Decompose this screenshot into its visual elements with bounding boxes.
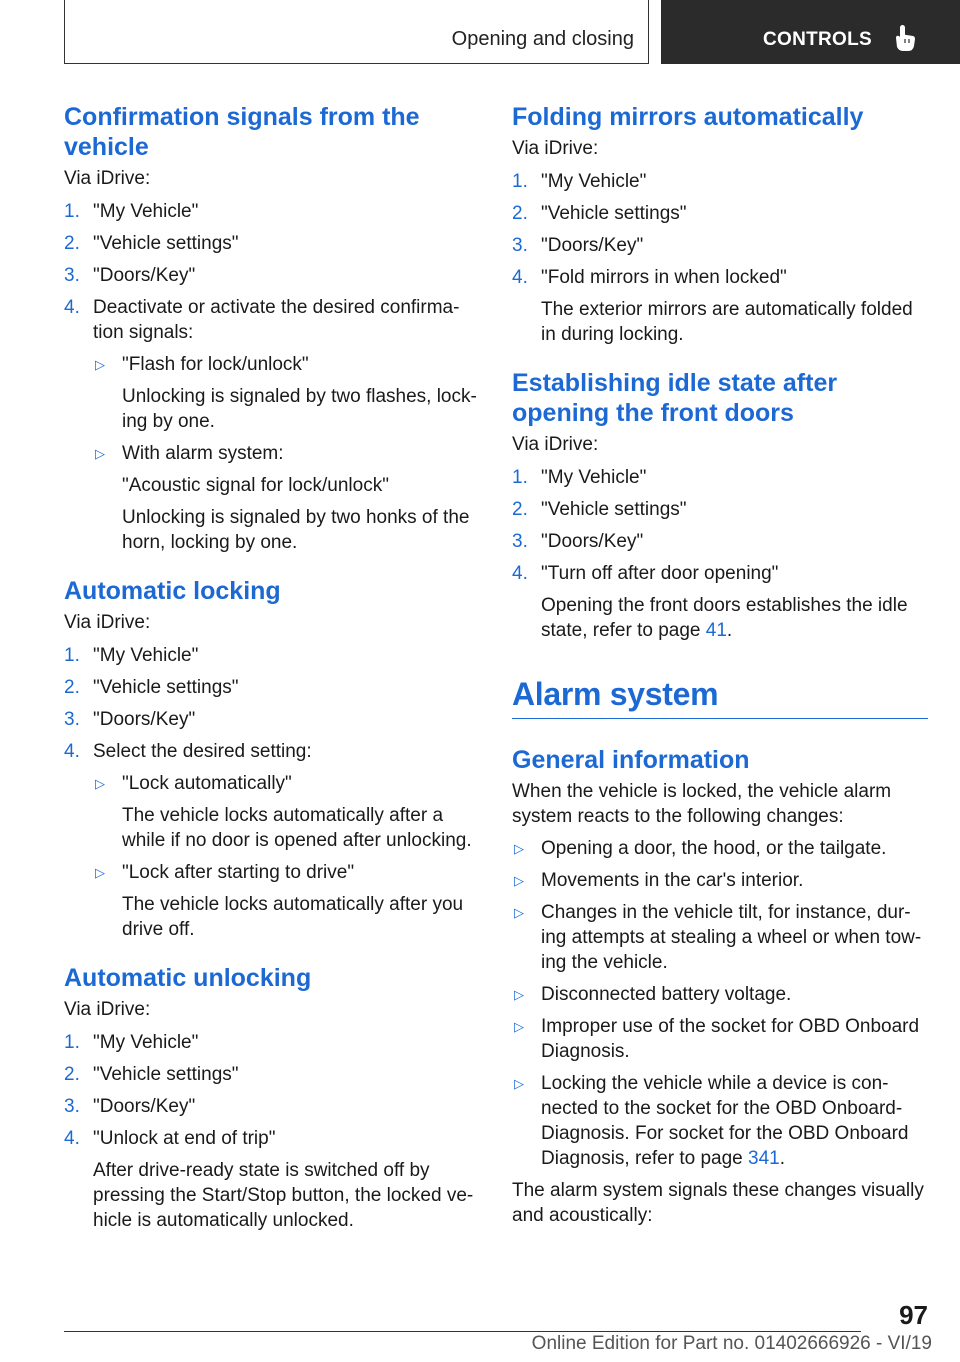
step-number: 3.: [64, 1096, 80, 1117]
step-text: "Doors/Key": [541, 235, 644, 256]
list-item: [93, 441, 482, 555]
step-number: 3.: [512, 235, 528, 256]
section-title: Confirmation signals from the vehicle: [64, 103, 420, 161]
triangle-bullet-icon: ▷: [514, 1019, 524, 1034]
bullet-text: Changes in the vehicle tilt, for instance, dur‐ing attempts at stealing a wheel or when tow‐ing the vehicle.: [541, 902, 922, 973]
step-text: Deactivate or activate the desired confirma‐tion signals:: [93, 297, 460, 343]
step-description-text: Opening the front doors establishes the idle state, refer to page: [541, 595, 908, 641]
step-list: [64, 643, 482, 942]
step-text: "Doors/Key": [93, 709, 196, 730]
via-label: Via iDrive:: [64, 168, 151, 189]
list-item: [512, 201, 928, 226]
step-number: 2.: [64, 677, 80, 698]
step-text: "Vehicle settings": [93, 677, 239, 698]
section-title: Automatic unlocking: [64, 964, 312, 992]
step-text: "My Vehicle": [93, 645, 199, 666]
bullet-description: Unlocking is signaled by two flashes, lock‐ing by one.: [122, 386, 477, 432]
bullet-list: [93, 771, 482, 942]
step-description: After drive-ready state is switched off by pressing the Start/Stop button, the locked ve‐hicle is automatically unlocked.: [93, 1160, 474, 1231]
step-text: "My Vehicle": [541, 467, 647, 488]
step-text: "My Vehicle": [93, 201, 199, 222]
step-number: 4.: [64, 297, 80, 318]
page-reference-link[interactable]: 341: [748, 1148, 780, 1169]
list-item: [93, 860, 482, 942]
step-description-end: .: [726, 620, 733, 641]
step-text: "Doors/Key": [93, 1096, 196, 1117]
list-item: [64, 1126, 482, 1233]
list-item: [512, 265, 928, 347]
step-number: 4.: [512, 563, 528, 584]
list-item: [512, 982, 928, 1007]
list-item: [512, 900, 928, 975]
step-number: 2.: [64, 233, 80, 254]
bullet-text: Improper use of the socket for OBD Onboard Diagnosis.: [541, 1016, 920, 1062]
step-number: 4.: [64, 741, 80, 762]
list-item: [64, 263, 482, 288]
page-number: 97: [899, 1300, 928, 1330]
list-item: [64, 231, 482, 256]
step-description: The exterior mirrors are automatically folded in during locking.: [541, 299, 913, 345]
step-text: "Vehicle settings": [93, 1064, 239, 1085]
section-title: Establishing idle state after opening the front doors: [512, 369, 838, 427]
step-number: 4.: [64, 1128, 80, 1149]
footer-divider: [64, 1331, 861, 1332]
step-number: 1.: [512, 467, 528, 488]
step-number: 1.: [512, 171, 528, 192]
section-idle-state: [512, 368, 928, 643]
bullet-text: "Flash for lock/unlock": [122, 354, 309, 375]
bullet-text: "Lock automatically": [122, 773, 292, 794]
step-number: 3.: [64, 709, 80, 730]
list-item: [512, 836, 928, 861]
section-general-information: [512, 745, 928, 1228]
list-item: [512, 529, 928, 554]
bullet-list: [93, 352, 482, 555]
bullet-description: Unlocking is signaled by two honks of the horn, locking by one.: [122, 507, 470, 553]
outro-paragraph: The alarm system signals these changes visually and acoustically:: [512, 1180, 924, 1226]
step-number: 1.: [64, 645, 80, 666]
step-number: 4.: [512, 267, 528, 288]
step-number: 2.: [64, 1064, 80, 1085]
list-item: [64, 739, 482, 942]
step-list: [64, 1030, 482, 1233]
triangle-bullet-icon: ▷: [514, 987, 524, 1002]
list-item: [512, 868, 928, 893]
bullet-text: Locking the vehicle while a device is con‐nected to the socket for the OBD Onboard-Diagnosis. For socket for the OBD Onboard Diagnosis, refer to page: [541, 1073, 909, 1169]
section-folding-mirrors: [512, 102, 928, 347]
header-section-title: Opening and closing: [451, 28, 634, 50]
step-list: [64, 199, 482, 555]
edition-text: Online Edition for Part no. 01402666926 - VI/19: [531, 1333, 932, 1354]
via-label: Via iDrive:: [64, 999, 151, 1020]
bullet-text: "Lock after starting to drive": [122, 862, 355, 883]
chapter-divider: [512, 718, 928, 719]
list-item: [64, 199, 482, 224]
step-text: "Fold mirrors in when locked": [541, 267, 787, 288]
section-automatic-locking: [64, 576, 482, 942]
via-label: Via iDrive:: [64, 612, 151, 633]
list-item: [512, 465, 928, 490]
list-item: [64, 1030, 482, 1055]
list-item: [93, 352, 482, 434]
triangle-bullet-icon: ▷: [514, 873, 524, 888]
triangle-bullet-icon: ▷: [514, 841, 524, 856]
bullet-list: [512, 836, 928, 1171]
bullet-text-end: .: [779, 1148, 785, 1169]
header-section-tab: [64, 0, 649, 64]
bullet-text: With alarm system:: [122, 443, 284, 464]
step-number: 1.: [64, 1032, 80, 1053]
step-number: 3.: [64, 265, 80, 286]
step-list: [512, 465, 928, 643]
step-number: 2.: [512, 499, 528, 520]
list-item: [512, 233, 928, 258]
step-text: "Vehicle settings": [541, 499, 687, 520]
bullet-description: The vehicle locks automatically after you drive off.: [122, 894, 464, 940]
step-description: [541, 593, 928, 643]
left-column: [64, 102, 482, 1240]
step-number: 1.: [64, 201, 80, 222]
triangle-bullet-icon: ▷: [95, 776, 105, 791]
triangle-bullet-icon: ▷: [514, 905, 524, 920]
step-text: "My Vehicle": [541, 171, 647, 192]
page-reference-link[interactable]: 41: [705, 620, 727, 641]
list-item: [93, 771, 482, 853]
step-text: "Vehicle settings": [541, 203, 687, 224]
step-text: "Turn off after door opening": [541, 563, 779, 584]
list-item: [64, 1094, 482, 1119]
list-item: [64, 643, 482, 668]
section-title: Folding mirrors automatically: [512, 103, 864, 131]
list-item: [64, 1062, 482, 1087]
list-item: [64, 295, 482, 555]
step-number: 3.: [512, 531, 528, 552]
list-item: [512, 561, 928, 643]
list-item: [512, 497, 928, 522]
intro-paragraph: When the vehicle is locked, the vehicle alarm system reacts to the following changes:: [512, 781, 892, 827]
chapter-title: Alarm system: [512, 676, 719, 712]
section-confirmation-signals: [64, 102, 482, 555]
step-text: "Doors/Key": [541, 531, 644, 552]
step-list: [512, 169, 928, 347]
via-label: Via iDrive:: [512, 138, 599, 159]
triangle-bullet-icon: ▷: [95, 357, 105, 372]
triangle-bullet-icon: ▷: [95, 446, 105, 461]
triangle-bullet-icon: ▷: [95, 865, 105, 880]
bullet-text: Movements in the car's interior.: [541, 870, 804, 891]
list-item: [512, 169, 928, 194]
header-chapter-tab: [661, 0, 960, 64]
hand-pointer-icon: [892, 24, 916, 52]
bullet-text: Disconnected battery voltage.: [541, 984, 792, 1005]
triangle-bullet-icon: ▷: [514, 1076, 524, 1091]
via-label: Via iDrive:: [512, 434, 599, 455]
bullet-description: "Acoustic signal for lock/unlock": [122, 475, 389, 496]
section-title: Automatic locking: [64, 577, 281, 605]
section-automatic-unlocking: [64, 963, 482, 1233]
right-column: [512, 102, 928, 1235]
list-item: [512, 1014, 928, 1064]
list-item: [512, 1071, 928, 1171]
step-text: Select the desired setting:: [93, 741, 312, 762]
step-text: "My Vehicle": [93, 1032, 199, 1053]
step-text: "Unlock at end of trip": [93, 1128, 276, 1149]
list-item: [64, 707, 482, 732]
bullet-description: The vehicle locks automatically after a while if no door is opened after unlocking.: [122, 805, 472, 851]
step-text: "Doors/Key": [93, 265, 196, 286]
step-text: "Vehicle settings": [93, 233, 239, 254]
header-chapter-title: CONTROLS: [763, 29, 873, 50]
bullet-text: Opening a door, the hood, or the tailgate.: [541, 838, 887, 859]
list-item: [64, 675, 482, 700]
step-number: 2.: [512, 203, 528, 224]
section-title: General information: [512, 746, 750, 774]
